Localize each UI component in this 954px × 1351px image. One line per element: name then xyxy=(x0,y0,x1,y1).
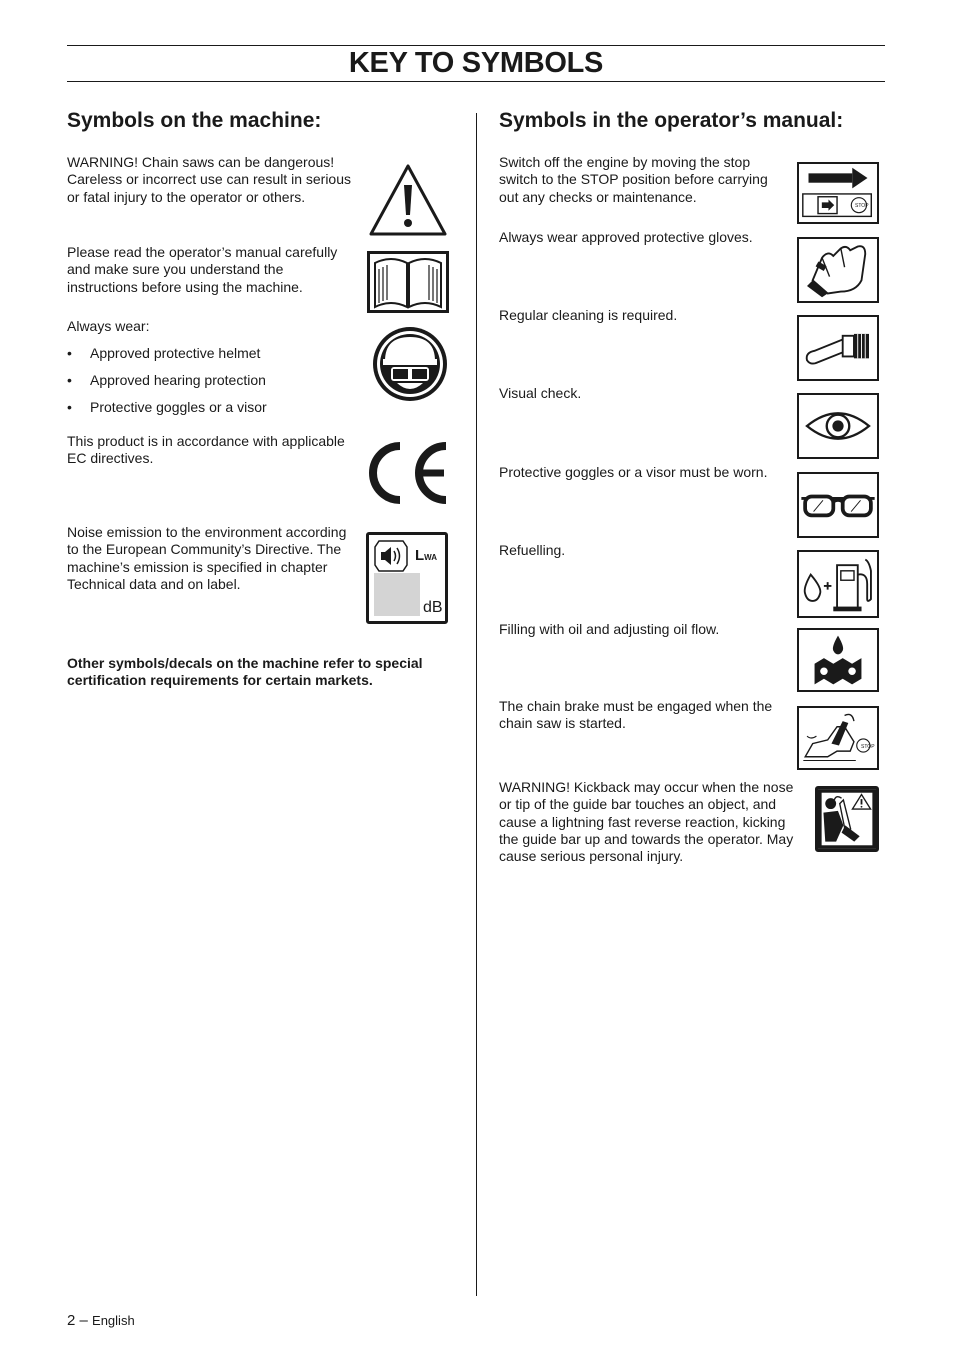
protective-gear-icon xyxy=(371,325,449,403)
warning-triangle-icon xyxy=(368,163,448,237)
column-divider xyxy=(476,113,477,1296)
manual-text: Please read the operator’s manual carefully and make sure you understand the instructions before using the machine. xyxy=(67,244,338,295)
bullet-text: Approved protective helmet xyxy=(90,345,261,361)
goggles-icon xyxy=(797,472,879,538)
page-footer xyxy=(67,1312,135,1329)
oil-chain-icon xyxy=(797,628,879,692)
noise-emission-label-icon xyxy=(366,532,448,624)
bullet-dot: • xyxy=(67,399,72,415)
lwa-label: LWA xyxy=(415,547,438,564)
left-heading: Symbols on the machine: xyxy=(67,109,322,132)
other-symbols-note: Other symbols/decals on the machine refer to special certification requirements for certain markets. xyxy=(67,655,423,689)
emission-value-area xyxy=(374,573,420,616)
goggles-text: Protective goggles or a visor must be worn. xyxy=(499,464,768,480)
refuelling-text: Refuelling. xyxy=(499,542,566,558)
bullet-dot: • xyxy=(67,345,72,361)
ec-text: This product is in accordance with applicable EC directives. xyxy=(67,433,345,467)
db-label: dB xyxy=(423,599,443,616)
oil-text: Filling with oil and adjusting oil flow. xyxy=(499,621,720,637)
stop-switch-icon xyxy=(797,162,879,224)
brush-icon xyxy=(797,315,879,381)
stop-switch-text: Switch off the engine by moving the stop switch to the STOP position before carrying out any checks or maintenance. xyxy=(499,154,768,205)
kickback-warning-text: WARNING! Kickback may occur when the nose or tip of the guide bar touches an object, and cause a lightning fast reverse reaction, kicking the guide bar up and towards the operator. May cause serious personal injury. xyxy=(499,779,794,865)
noise-text: Noise emission to the environment according to the European Community’s Directive. The machine’s emission is specified in chapter Technical data and on label. xyxy=(67,524,347,592)
warning-text: WARNING! Chain saws can be dangerous! Careless or incorrect use can result in serious or fatal injury to the operator or others. xyxy=(67,154,352,205)
always-wear-label: Always wear: xyxy=(67,318,150,334)
gloves-text: Always wear approved protective gloves. xyxy=(499,229,753,245)
chain-brake-text: The chain brake must be engaged when the chain saw is started. xyxy=(499,698,773,732)
kickback-warning-icon xyxy=(815,786,879,852)
speaker-icon xyxy=(373,539,409,573)
visual-check-text: Visual check. xyxy=(499,385,582,401)
gloves-icon xyxy=(797,237,879,303)
right-heading: Symbols in the operator’s manual: xyxy=(499,109,844,132)
ce-mark-icon xyxy=(362,440,452,506)
chain-brake-icon xyxy=(797,706,879,770)
title-underline xyxy=(67,81,885,82)
stop-label: STOP xyxy=(861,744,875,750)
language-label: English xyxy=(92,1313,135,1328)
cleaning-text: Regular cleaning is required. xyxy=(499,307,678,323)
fuel-pump-icon xyxy=(797,550,879,618)
bullet-text: Protective goggles or a visor xyxy=(90,399,267,415)
page-number: 2 xyxy=(67,1312,76,1329)
eye-icon xyxy=(797,393,879,459)
manual-book-icon xyxy=(367,251,449,313)
bullet-dot: • xyxy=(67,372,72,388)
footer-separator: – xyxy=(79,1312,88,1329)
stop-label: STOP xyxy=(855,203,869,209)
page-title: KEY TO SYMBOLS xyxy=(348,47,604,79)
bullet-text: Approved hearing protection xyxy=(90,372,266,388)
